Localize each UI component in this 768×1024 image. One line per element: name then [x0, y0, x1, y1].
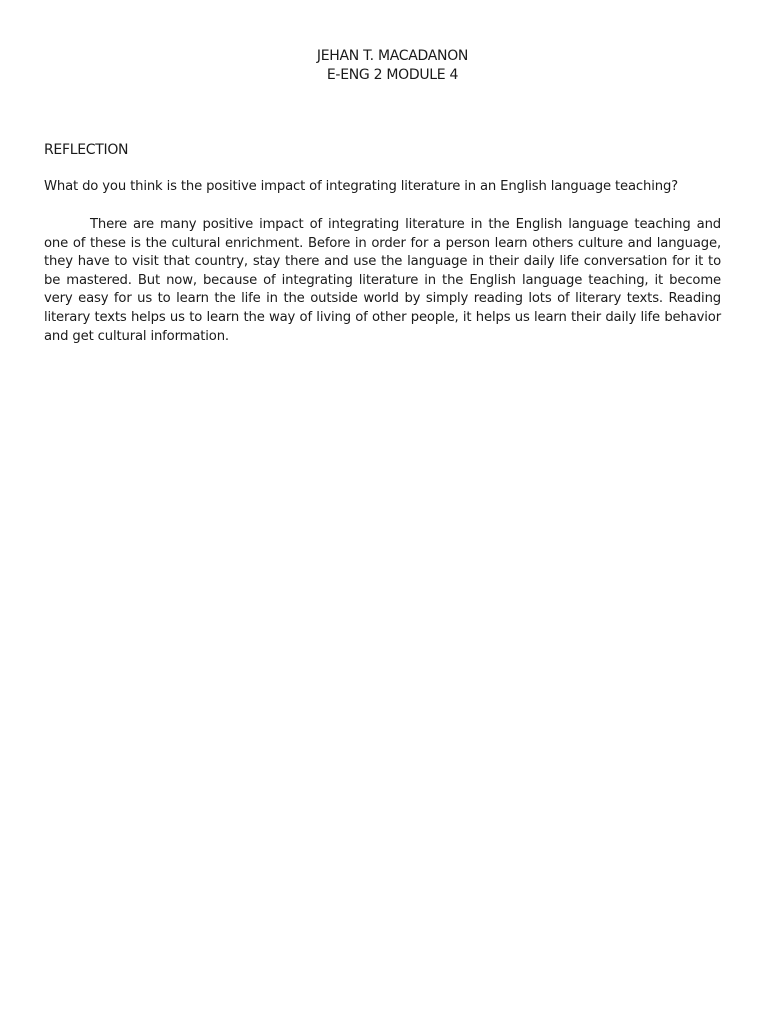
- author-name: JEHAN T. MACADANON: [316, 48, 469, 64]
- section-heading: REFLECTION: [44, 142, 129, 158]
- reflection-answer: There are many positive impact of integrating literature in the English language teaching and one of these is the cultural enrichment. Before in order for a person learn others culture and language, they have to visit that country, stay there and use the language in their daily life conversation for it to be mastered. But now, because of integrating literature in the English language teaching, it become very easy for us to learn the life in the outside world by simply reading lots of literary texts. Reading literary texts helps us to learn the way of living of other people, it helps us learn their daily life behavior and get cultural information.: [44, 217, 721, 344]
- reflection-question: What do you think is the positive impact of integrating literature in an English language teaching?: [44, 179, 679, 194]
- document-header: [0, 47, 768, 85]
- course-module: E-ENG 2 MODULE 4: [326, 67, 459, 83]
